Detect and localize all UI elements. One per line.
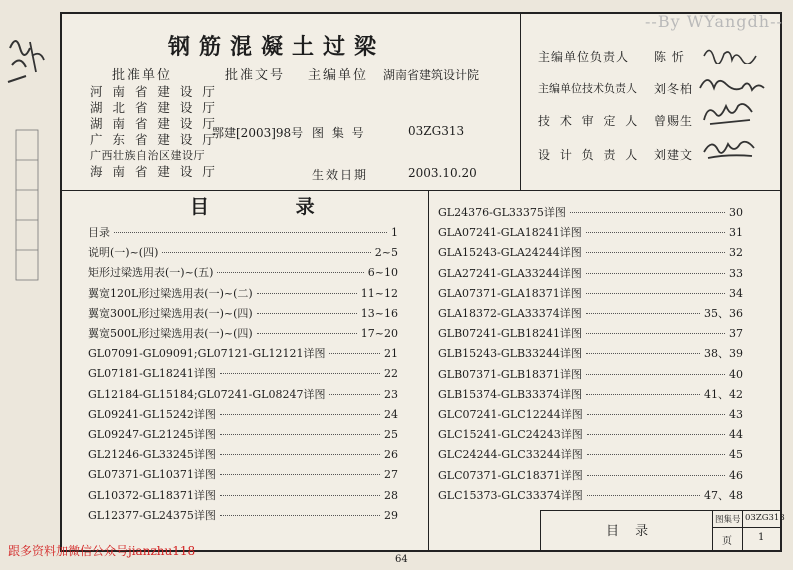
toc-entry-page: 26 bbox=[384, 448, 398, 462]
toc-entry-label: GLA15243-GLA24244详图 bbox=[438, 246, 582, 260]
editor-unit-value: 湖南省建筑设计院 bbox=[383, 68, 480, 82]
toc-entry bbox=[438, 325, 743, 341]
toc-leader-dots bbox=[586, 333, 725, 334]
toc-entry-page: 34 bbox=[729, 286, 743, 300]
toc-entry bbox=[88, 466, 398, 482]
toc-leader-dots bbox=[114, 232, 387, 233]
signature bbox=[700, 134, 762, 166]
personnel-role: 设 计 负 责 人 bbox=[538, 148, 641, 162]
title-block-atlas-label: 图集号 bbox=[715, 515, 741, 525]
toc-leader-dots bbox=[586, 394, 700, 395]
toc-entry-page: 38、39 bbox=[704, 347, 743, 361]
header-divider bbox=[60, 190, 782, 191]
toc-entry-page: 45 bbox=[729, 448, 743, 462]
toc-leader-dots bbox=[586, 374, 725, 375]
atlas-number-label: 图 集 号 bbox=[312, 126, 366, 140]
toc-leader-dots bbox=[587, 414, 725, 415]
toc-entry bbox=[88, 365, 398, 381]
toc-entry-label: GL21246-GL33245详图 bbox=[88, 448, 216, 462]
toc-leader-dots bbox=[220, 515, 380, 516]
toc-entry bbox=[438, 265, 743, 281]
toc-entry-page: 37 bbox=[729, 327, 743, 341]
toc-entry bbox=[88, 244, 398, 260]
toc-entry bbox=[88, 507, 398, 523]
toc-entry-label: GLC15373-GLC33374详图 bbox=[438, 488, 583, 502]
toc-entry-page: 22 bbox=[384, 367, 398, 381]
toc-leader-dots bbox=[220, 474, 380, 475]
toc-entry-page: 23 bbox=[384, 387, 398, 401]
title-block-left bbox=[540, 510, 541, 552]
toc-leader-dots bbox=[586, 353, 700, 354]
toc-entry-label: 说明(一)~(四) bbox=[88, 246, 159, 260]
personnel-role: 技 术 审 定 人 bbox=[538, 114, 641, 128]
toc-leader-dots bbox=[586, 313, 700, 314]
title-block-page-value: 1 bbox=[758, 532, 765, 543]
toc-leader-dots bbox=[586, 293, 725, 294]
toc-entry-page: 25 bbox=[384, 428, 398, 441]
toc-entry-label: GL09247-GL21245详图 bbox=[88, 428, 216, 441]
document-title: 钢筋混凝土过梁 bbox=[168, 34, 386, 60]
toc-entry bbox=[438, 467, 743, 483]
toc-entry bbox=[438, 285, 743, 301]
toc-entry bbox=[88, 325, 398, 341]
toc-entry-label: GL07181-GL18241详图 bbox=[88, 367, 216, 381]
approval-unit: 湖 北 省 建 设 厅 bbox=[90, 100, 218, 115]
footer-note: 跟多资料加微信公众号jianzhu118 bbox=[8, 544, 196, 558]
effective-date-value: 2003.10.20 bbox=[408, 166, 477, 180]
toc-entry-label: GLA07241-GLA18241详图 bbox=[438, 226, 582, 240]
toc-entry-label: 目录 bbox=[88, 226, 110, 239]
approval-unit-header: 批准单位 bbox=[112, 68, 173, 83]
toc-entry bbox=[438, 244, 743, 260]
personnel-name: 刘冬柏 bbox=[654, 82, 694, 96]
toc-entry-label: 翼宽300L形过梁选用表(一)~(四) bbox=[88, 306, 253, 320]
toc-entry-label: GL24376-GL33375详图 bbox=[438, 206, 566, 219]
toc-title: 目 录 bbox=[190, 196, 355, 218]
personnel-role: 主编单位技术负责人 bbox=[538, 82, 637, 95]
toc-leader-dots bbox=[329, 353, 380, 354]
approval-unit: 海 南 省 建 设 厅 bbox=[90, 164, 218, 179]
title-block-mid2 bbox=[742, 510, 743, 552]
toc-entry-page: 11~12 bbox=[360, 286, 398, 300]
toc-entry bbox=[438, 366, 743, 382]
toc-entry-label: 翼宽500L形过梁选用表(一)~(四) bbox=[88, 327, 253, 340]
page-number: 64 bbox=[395, 554, 408, 565]
toc-leader-dots bbox=[257, 313, 357, 314]
toc-entry-label: GL07091-GL09091;GL07121-GL12121详图 bbox=[88, 347, 326, 361]
toc-entry-page: 27 bbox=[384, 468, 398, 482]
toc-entry bbox=[438, 204, 743, 220]
toc-leader-dots bbox=[220, 495, 380, 496]
toc-entry-label: GLB15374-GLB33374详图 bbox=[438, 387, 583, 401]
toc-entry-page: 13~16 bbox=[360, 306, 398, 320]
signature-graphic bbox=[696, 70, 768, 96]
toc-entry bbox=[438, 305, 743, 321]
toc-leader-dots bbox=[570, 212, 725, 213]
approval-doc-number: 鄂建[2003]98号 bbox=[212, 126, 304, 140]
personnel-name: 陈 忻 bbox=[654, 50, 685, 64]
approval-doc-header: 批准文号 bbox=[225, 68, 286, 83]
approval-unit: 广西壮族自治区建设厅 bbox=[90, 149, 205, 162]
atlas-number-value: 03ZG313 bbox=[408, 124, 465, 138]
toc-entry bbox=[88, 426, 398, 442]
toc-entry-label: GL09241-GL15242详图 bbox=[88, 407, 216, 421]
toc-entry-page: 33 bbox=[729, 266, 743, 280]
toc-entry-page: 24 bbox=[384, 407, 398, 421]
toc-leader-dots bbox=[587, 495, 700, 496]
toc-entry bbox=[438, 224, 743, 240]
toc-entry-label: GL12184-GL15184;GL07241-GL08247详图 bbox=[88, 387, 326, 401]
toc-entry-page: 46 bbox=[729, 468, 743, 482]
header-vertical-divider bbox=[520, 12, 521, 190]
toc-entry-page: 35、36 bbox=[704, 307, 743, 320]
approval-unit: 河 南 省 建 设 厅 bbox=[90, 84, 218, 99]
toc-entry bbox=[88, 224, 398, 240]
toc-entry bbox=[88, 386, 398, 402]
toc-leader-dots bbox=[587, 475, 725, 476]
approval-unit: 广 东 省 建 设 厅 bbox=[90, 132, 218, 147]
toc-entry-page: 1 bbox=[391, 226, 398, 239]
toc-entry bbox=[88, 345, 398, 361]
toc-entry-page: 32 bbox=[729, 246, 743, 260]
toc-entry-label: GL07371-GL10371详图 bbox=[88, 468, 216, 482]
toc-entry-label: GL10372-GL18371详图 bbox=[88, 488, 216, 502]
toc-entry bbox=[438, 386, 743, 402]
toc-entry-label: GLC24244-GLC33244详图 bbox=[438, 448, 583, 462]
toc-entry-page: 6~10 bbox=[367, 266, 398, 280]
toc-entry bbox=[88, 285, 398, 301]
toc-leader-dots bbox=[587, 454, 725, 455]
watermark: --By WYangdh-- bbox=[645, 12, 783, 31]
title-block-page-label: 页 bbox=[722, 536, 732, 547]
personnel-name: 刘建文 bbox=[654, 148, 694, 162]
toc-leader-dots bbox=[586, 273, 725, 274]
toc-entry-page: 17~20 bbox=[360, 327, 398, 340]
binding-strip bbox=[2, 20, 52, 540]
toc-entry-page: 30 bbox=[729, 206, 743, 219]
toc-entry bbox=[88, 446, 398, 462]
toc-entry bbox=[88, 305, 398, 321]
toc-entry-label: GLC15241-GLC24243详图 bbox=[438, 428, 583, 442]
toc-entry-label: GL12377-GL24375详图 bbox=[88, 508, 216, 522]
toc-leader-dots bbox=[220, 434, 380, 435]
toc-entry-page: 21 bbox=[384, 347, 398, 361]
toc-entry-label: 翼宽120L形过梁选用表(一)~(二) bbox=[88, 286, 253, 300]
title-block-name: 目 录 bbox=[606, 524, 655, 539]
effective-date-label: 生效日期 bbox=[312, 168, 369, 182]
toc-leader-dots bbox=[587, 434, 725, 435]
title-block-split bbox=[712, 527, 782, 528]
toc-entry-label: GLA27241-GLA33244详图 bbox=[438, 266, 582, 280]
signature bbox=[696, 70, 768, 100]
margin-stamp-graphic bbox=[2, 20, 52, 540]
toc-entry-page: 29 bbox=[384, 508, 398, 522]
signature-graphic bbox=[700, 100, 762, 128]
toc-entry-label: GLA07371-GLA18371详图 bbox=[438, 286, 582, 300]
toc-entry bbox=[88, 487, 398, 503]
toc-entry-label: GLB15243-GLB33244详图 bbox=[438, 347, 583, 361]
toc-entry-label: GLC07241-GLC12244详图 bbox=[438, 408, 583, 421]
toc-entry bbox=[438, 487, 743, 503]
toc-entry-page: 44 bbox=[729, 428, 743, 442]
personnel-name: 曾赐生 bbox=[654, 114, 694, 128]
signature-graphic bbox=[700, 134, 762, 162]
personnel-role: 主编单位负责人 bbox=[538, 50, 630, 64]
toc-leader-dots bbox=[586, 252, 725, 253]
toc-entry-label: 矩形过梁选用表(一)~(五) bbox=[88, 266, 214, 280]
signature bbox=[700, 100, 762, 132]
toc-leader-dots bbox=[217, 272, 363, 273]
toc-entry-label: GLB07241-GLB18241详图 bbox=[438, 327, 583, 341]
toc-leader-dots bbox=[162, 252, 370, 253]
signature bbox=[700, 42, 760, 68]
toc-column-divider bbox=[428, 190, 429, 552]
toc-entry-label: GLA18372-GLA33374详图 bbox=[438, 307, 582, 320]
toc-entry bbox=[438, 345, 743, 361]
toc-leader-dots bbox=[329, 394, 380, 395]
title-block-top bbox=[540, 510, 782, 511]
toc-entry-page: 2~5 bbox=[374, 246, 398, 260]
toc-entry-page: 41、42 bbox=[704, 387, 743, 401]
signature-graphic bbox=[700, 42, 760, 64]
toc-entry bbox=[438, 406, 743, 422]
toc-leader-dots bbox=[220, 373, 380, 374]
toc-entry-page: 28 bbox=[384, 488, 398, 502]
toc-entry-page: 47、48 bbox=[704, 488, 743, 502]
toc-leader-dots bbox=[220, 454, 380, 455]
editor-unit-header: 主编单位 bbox=[308, 68, 369, 83]
toc-leader-dots bbox=[257, 333, 357, 334]
toc-entry-label: GLC07371-GLC18371详图 bbox=[438, 468, 583, 482]
toc-leader-dots bbox=[586, 232, 725, 233]
toc-entry-label: GLB07371-GLB18371详图 bbox=[438, 367, 583, 381]
toc-entry bbox=[88, 264, 398, 280]
toc-entry-page: 40 bbox=[729, 367, 743, 381]
toc-entry bbox=[438, 426, 743, 442]
title-block-mid bbox=[712, 510, 713, 552]
toc-leader-dots bbox=[220, 414, 380, 415]
toc-entry bbox=[438, 446, 743, 462]
title-block-atlas-value: 03ZG313 bbox=[745, 513, 785, 523]
toc-leader-dots bbox=[257, 293, 357, 294]
toc-entry-page: 31 bbox=[729, 226, 743, 240]
toc-entry bbox=[88, 406, 398, 422]
approval-unit: 湖 南 省 建 设 厅 bbox=[90, 116, 218, 131]
toc-entry-page: 43 bbox=[729, 408, 743, 421]
